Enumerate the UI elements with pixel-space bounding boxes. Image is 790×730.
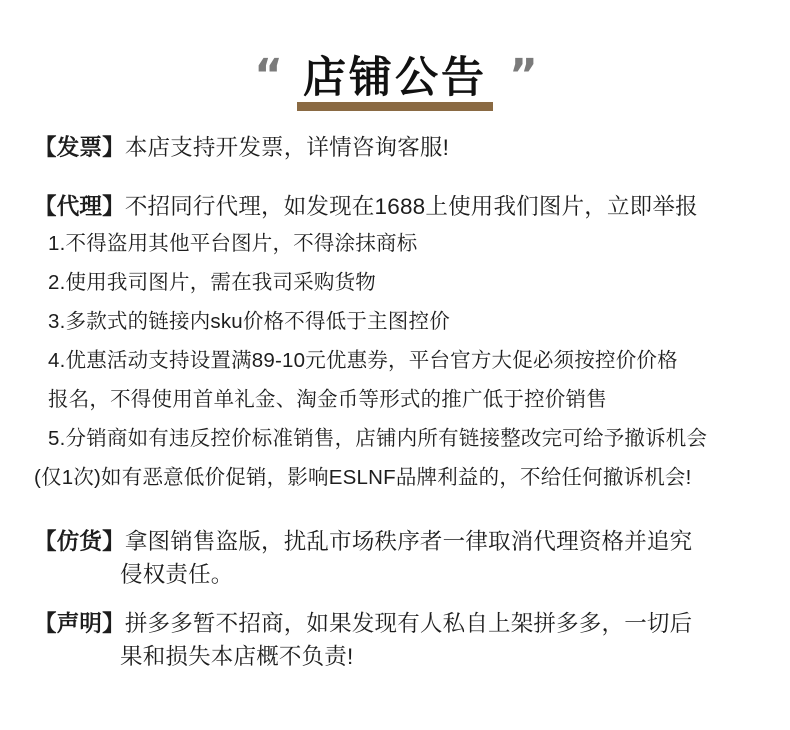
agency-tag: 【代理】	[34, 194, 125, 220]
invoice-text: 本店支持开发票，详情咨询客服!	[124, 135, 450, 161]
quote-right-icon: ”	[509, 49, 536, 101]
statement-text-cont: 果和损失本店概不负责!	[120, 644, 354, 670]
announcement-body	[18, 117, 772, 675]
section-statement	[34, 607, 756, 675]
agency-line	[34, 190, 756, 225]
invoice-tag: 【发票】	[34, 135, 125, 161]
title-underline	[297, 102, 493, 111]
section-invoice	[34, 131, 756, 166]
agency-item-3: 3.多款式的链接内sku价格不得低于主图控价	[48, 309, 450, 333]
page-title: 店铺公告	[303, 54, 487, 102]
agency-text: 不招同行代理，如发现在1688上使用我们图片，立即举报	[124, 194, 698, 220]
section-counterfeit	[34, 525, 756, 593]
agency-item-4-cont: 报名，不得使用首单礼金、淘金币等形式的推广低于控价销售	[48, 387, 607, 411]
counterfeit-tag: 【仿货】	[34, 529, 125, 555]
counterfeit-text: 拿图销售盗版，扰乱市场秩序者一律取消代理资格并追究	[124, 529, 693, 555]
agency-item-2: 2.使用我司图片，需在我司采购货物	[48, 270, 376, 294]
statement-line	[34, 607, 756, 675]
quote-left-icon: “	[254, 49, 281, 101]
spacer	[34, 599, 756, 607]
statement-tag: 【声明】	[34, 611, 125, 637]
agency-item-4: 4.优惠活动支持设置满89-10元优惠券，平台官方大促必须按控价价格	[48, 348, 678, 372]
spacer	[34, 172, 756, 190]
invoice-line	[34, 131, 756, 166]
agency-item-5-cont: (仅1次)如有恶意低价促销，影响ESLNF品牌利益的，不给任何撤诉机会!	[34, 465, 692, 489]
statement-text: 拼多多暂不招商，如果发现有人私自上架拼多多，一切后	[124, 611, 693, 637]
agency-item-5: 5.分销商如有违反控价标准销售，店铺内所有链接整改完可给予撤诉机会	[48, 426, 708, 450]
agency-item-1: 1.不得盗用其他平台图片，不得涂抹商标	[48, 231, 418, 255]
spacer	[34, 503, 756, 525]
page-title-wrap	[297, 56, 493, 111]
section-agency	[34, 190, 756, 497]
page-header	[18, 0, 772, 117]
counterfeit-line	[34, 525, 756, 593]
counterfeit-text-cont: 侵权责任。	[120, 562, 234, 588]
